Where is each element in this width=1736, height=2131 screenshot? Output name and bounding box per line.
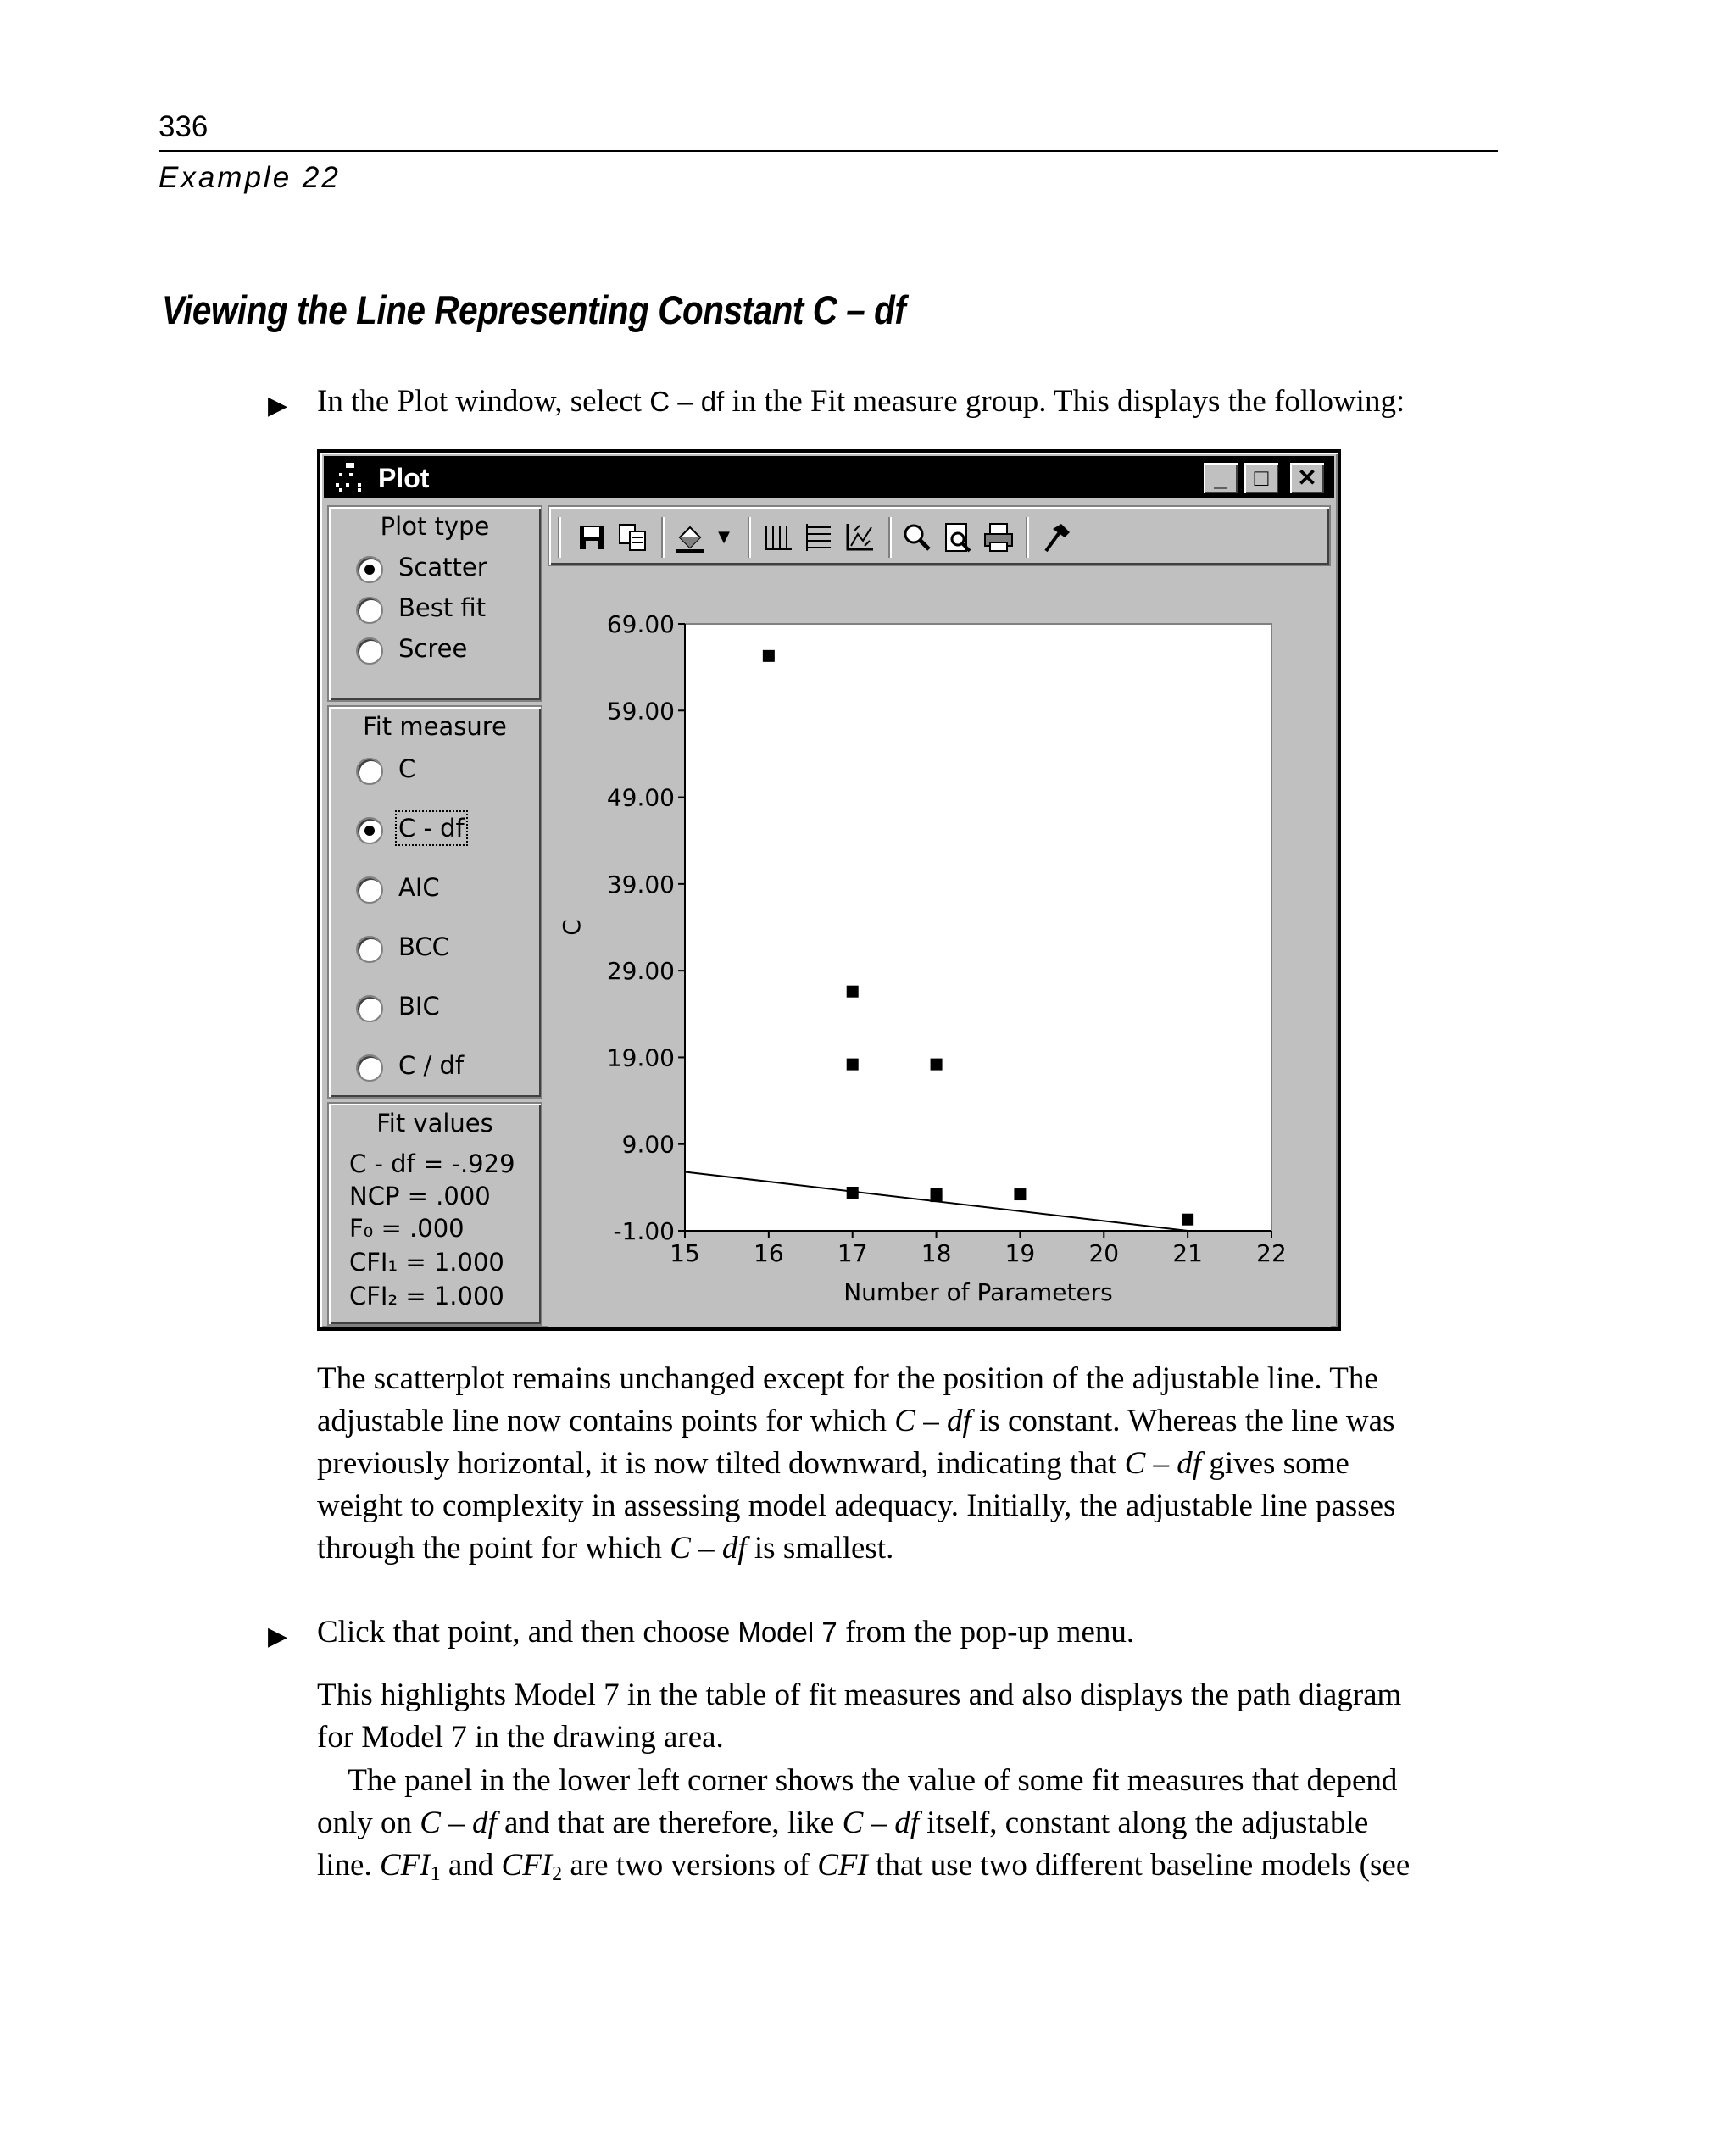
paragraph-1 <box>317 1358 1395 1570</box>
text-run: This highlights Model 7 in the table of fit measures and also displays the path diagram <box>317 1678 1402 1712</box>
page-number: 336 <box>159 110 209 143</box>
plot-app-icon <box>332 461 368 493</box>
x-tick-label: 16 <box>754 1239 784 1267</box>
italic-term: df <box>471 1806 497 1840</box>
text-run: is smallest. <box>746 1531 894 1566</box>
step-1-post: in the Fit measure group. This displays the following: <box>724 384 1405 419</box>
x-tick-label: 17 <box>837 1239 868 1267</box>
step-1-pre: In the Plot window, select <box>317 384 650 419</box>
para1-line <box>317 1358 1395 1400</box>
dropdown-arrow-icon[interactable]: ▼ <box>718 528 730 546</box>
horizontal-grid-icon[interactable] <box>802 520 836 554</box>
radio-c-over-df[interactable] <box>356 1054 383 1082</box>
italic-term: C <box>420 1806 441 1840</box>
step-2-text <box>317 1611 1134 1654</box>
text-run: weight to complexity in assessing model adequacy. Initially, the adjustable line passes <box>317 1488 1396 1523</box>
y-tick-label: 39.00 <box>606 870 675 899</box>
radio-c-df[interactable] <box>356 817 383 844</box>
italic-term: df <box>721 1531 747 1566</box>
bullet-icon: ▶ <box>268 392 288 420</box>
text-run: through the point for which <box>317 1531 670 1566</box>
para2-line <box>317 1674 1401 1716</box>
text-run: only on <box>317 1806 420 1840</box>
toolbar-grip <box>558 517 559 558</box>
y-axis-label: C <box>558 919 586 936</box>
data-point[interactable] <box>931 1190 943 1202</box>
italic-term: CFI <box>501 1848 553 1883</box>
italic-term: C <box>670 1531 691 1566</box>
x-tick-label: 18 <box>921 1239 952 1267</box>
radio-best-fit[interactable] <box>356 597 383 624</box>
radio-bic-label[interactable]: BIC <box>398 992 440 1021</box>
radio-c[interactable] <box>356 758 383 785</box>
window-title: Plot <box>378 463 430 493</box>
text-run: previously horizontal, it is now tilted downward, indicating that <box>317 1446 1125 1481</box>
radio-scatter-label[interactable]: Scatter <box>398 553 487 581</box>
fill-icon[interactable] <box>673 520 707 554</box>
data-point[interactable] <box>763 650 775 662</box>
text-run: adjustable line now contains points for which <box>317 1404 895 1438</box>
fit-value-f0: F₀ = .000 <box>349 1214 465 1243</box>
text-run: that use two different baseline models (see <box>867 1848 1410 1883</box>
para3-line <box>317 1760 1410 1802</box>
y-tick-label: 69.00 <box>606 610 675 638</box>
text-run: – <box>1145 1446 1177 1481</box>
para1-line <box>317 1527 1395 1570</box>
y-tick-label: 49.00 <box>606 783 675 812</box>
data-point[interactable] <box>847 1187 859 1199</box>
text-run: for Model 7 in the drawing area. <box>317 1720 724 1755</box>
text-run: and <box>440 1848 502 1883</box>
text-run: line. <box>317 1848 380 1883</box>
x-tick-label: 22 <box>1256 1239 1287 1267</box>
toolbar-separator <box>661 517 663 558</box>
fit-value-ncp: NCP = .000 <box>349 1182 491 1210</box>
data-point[interactable] <box>1014 1188 1026 1200</box>
y-tick-label: 59.00 <box>606 697 675 726</box>
radio-scatter[interactable] <box>356 556 383 583</box>
window-titlebar[interactable] <box>324 456 1334 498</box>
italic-term: CFI <box>817 1848 868 1883</box>
y-tick-label: 19.00 <box>606 1043 675 1072</box>
scatter-chart <box>548 568 1331 1327</box>
copy-icon[interactable] <box>615 520 649 554</box>
text-run: are two versions of <box>562 1848 818 1883</box>
header-rule <box>159 150 1498 152</box>
maximize-button[interactable]: □ <box>1244 463 1278 493</box>
radio-bic[interactable] <box>356 995 383 1022</box>
axis-icon[interactable] <box>843 520 876 554</box>
step-1-ui-term: C – df <box>649 386 725 417</box>
data-point[interactable] <box>847 986 859 998</box>
data-point[interactable] <box>931 1059 943 1071</box>
toolbar-separator <box>748 517 749 558</box>
toolbar-separator <box>888 517 890 558</box>
plot-type-group <box>327 505 542 702</box>
para3-line <box>317 1802 1410 1844</box>
italic-term: C <box>1124 1446 1146 1481</box>
para1-line <box>317 1485 1395 1527</box>
x-tick-label: 21 <box>1172 1239 1203 1267</box>
fit-value-cfi1: CFI₁ = 1.000 <box>349 1248 504 1277</box>
radio-c-label[interactable]: C <box>398 754 416 783</box>
italic-term: CFI <box>379 1848 431 1883</box>
text-run: The scatterplot remains unchanged except for the position of the adjustable line. The <box>317 1361 1378 1396</box>
bullet-icon: ▶ <box>268 1622 288 1650</box>
fit-measure-group <box>327 705 542 1099</box>
x-tick-label: 15 <box>670 1239 700 1267</box>
step-2-ui-term: Model 7 <box>737 1616 837 1648</box>
x-tick-label: 19 <box>1004 1239 1036 1267</box>
step-1-text <box>317 381 1405 423</box>
radio-scree-label[interactable]: Scree <box>398 634 468 663</box>
preview-icon[interactable] <box>941 520 975 554</box>
text-run: – <box>863 1806 895 1840</box>
fit-values-group <box>327 1102 542 1326</box>
italic-term: df <box>946 1404 971 1438</box>
y-tick-label: 9.00 <box>621 1130 675 1159</box>
fit-value-cfi2: CFI₂ = 1.000 <box>349 1282 504 1310</box>
paragraph-2 <box>317 1674 1401 1759</box>
italic-term: C <box>842 1806 864 1840</box>
radio-aic-label[interactable]: AIC <box>398 873 440 902</box>
y-tick-label: 29.00 <box>606 957 675 986</box>
italic-term: df <box>1177 1446 1202 1481</box>
radio-c-over-df-label[interactable]: C / df <box>398 1051 465 1080</box>
y-tick-label: -1.00 <box>613 1217 675 1245</box>
step-2-post: from the pop-up menu. <box>837 1615 1135 1650</box>
italic-term: C <box>894 1404 915 1438</box>
text-run: – <box>440 1806 472 1840</box>
para1-line <box>317 1443 1395 1485</box>
radio-c-df-label[interactable]: C - df <box>398 814 465 843</box>
data-point[interactable] <box>1182 1214 1194 1226</box>
text-run: is constant. Whereas the line was <box>971 1404 1395 1438</box>
radio-best-fit-label[interactable]: Best fit <box>398 593 487 622</box>
section-heading: Viewing the Line Representing Constant C – df <box>162 287 906 332</box>
para2-line <box>317 1716 1401 1759</box>
radio-bcc[interactable] <box>356 936 383 963</box>
subscript: 2 <box>552 1863 563 1885</box>
text-run: – <box>915 1404 947 1438</box>
para3-line <box>317 1844 1410 1887</box>
plot-toolbar <box>548 505 1331 566</box>
radio-bcc-label[interactable]: BCC <box>398 932 449 961</box>
plot-type-title: Plot type <box>380 512 490 541</box>
zoom-icon[interactable] <box>900 520 934 554</box>
subscript: 1 <box>430 1863 441 1885</box>
minimize-button[interactable]: _ <box>1204 463 1238 493</box>
fit-value-c-df: C - df = -.929 <box>349 1149 515 1178</box>
step-2-pre: Click that point, and then choose <box>317 1615 738 1650</box>
radio-aic[interactable] <box>356 876 383 904</box>
radio-scree[interactable] <box>356 637 383 665</box>
text-run: itself, constant along the adjustable <box>919 1806 1369 1840</box>
x-axis-label: Number of Parameters <box>843 1278 1113 1306</box>
text-run: – <box>690 1531 722 1566</box>
fit-measure-title: Fit measure <box>363 712 507 741</box>
fit-values-title: Fit values <box>376 1109 493 1138</box>
italic-term: df <box>894 1806 920 1840</box>
text-run: and that are therefore, like <box>496 1806 843 1840</box>
properties-icon[interactable] <box>1039 520 1073 554</box>
text-run: gives some <box>1201 1446 1349 1481</box>
para1-line <box>317 1400 1395 1443</box>
save-icon[interactable] <box>575 520 609 554</box>
paragraph-3 <box>317 1760 1410 1887</box>
text-run: The panel in the lower left corner shows the value of some fit measures that depend <box>317 1763 1398 1798</box>
print-icon[interactable] <box>982 520 1015 554</box>
plot-frame <box>685 624 1271 1231</box>
running-head: Example 22 <box>159 161 341 194</box>
data-point[interactable] <box>847 1059 859 1071</box>
toolbar-separator <box>1026 517 1027 558</box>
x-tick-label: 20 <box>1088 1239 1120 1267</box>
close-button[interactable]: ✕ <box>1290 463 1324 493</box>
vertical-grid-icon[interactable] <box>761 520 795 554</box>
